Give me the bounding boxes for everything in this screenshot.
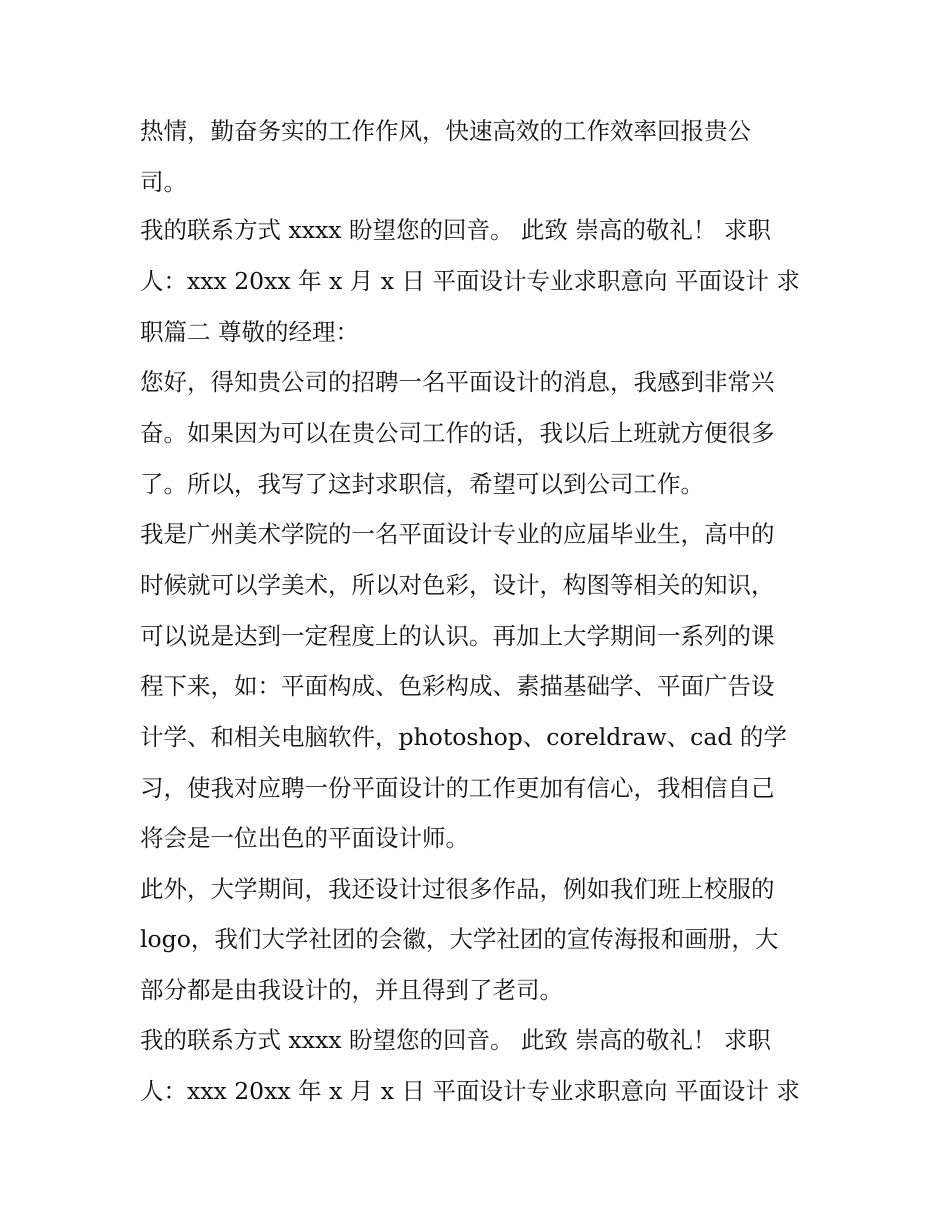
text-line: 职篇二 尊敬的经理： [140,318,359,346]
text-line: 将会是一位出色的平面设计师。 [140,824,469,852]
text-line: 了。所以，我写了这封求职信，希望可以到公司工作。 [140,470,704,498]
text-line: 热情，勤奋务实的工作作风，快速高效的工作效率回报贵公 [140,117,751,145]
text-line: 我是广州美术学院的一名平面设计专业的应届毕业生，高中的 [140,520,775,548]
text-line: 可以说是达到一定程度上的认识。再加上大学期间一系列的课 [140,622,775,650]
text-line: 程下来，如：平面构成、色彩构成、素描基础学、平面广告设 [140,672,775,700]
text-line: 奋。如果因为可以在贵公司工作的话，我以后上班就方便很多 [140,419,775,447]
text-line: 人：xxx 20xx 年 x 月 x 日 平面设计专业求职意向 平面设计 求 [140,1077,800,1105]
text-line: 人：xxx 20xx 年 x 月 x 日 平面设计专业求职意向 平面设计 求 [140,267,800,295]
text-line: 我的联系方式 xxxx 盼望您的回音。 此致 崇高的敬礼！ 求职 [140,1026,771,1054]
text-line: 此外，大学期间，我还设计过很多作品，例如我们班上校服的 [140,875,775,903]
text-line: 司。 [140,168,187,196]
text-line: 计学、和相关电脑软件，photoshop、coreldraw、cad 的学 [140,723,787,751]
text-line: 我的联系方式 xxxx 盼望您的回音。 此致 崇高的敬礼！ 求职 [140,216,771,244]
text-line: 习，使我对应聘一份平面设计的工作更加有信心，我相信自己 [140,774,775,802]
text-line: logo，我们大学社团的会徽，大学社团的宣传海报和画册，大 [140,925,779,953]
text-line: 您好，得知贵公司的招聘一名平面设计的消息，我感到非常兴 [140,368,775,396]
text-line: 部分都是由我设计的，并且得到了老司。 [140,976,563,1004]
text-line: 时候就可以学美术，所以对色彩，设计，构图等相关的知识， [140,571,775,599]
